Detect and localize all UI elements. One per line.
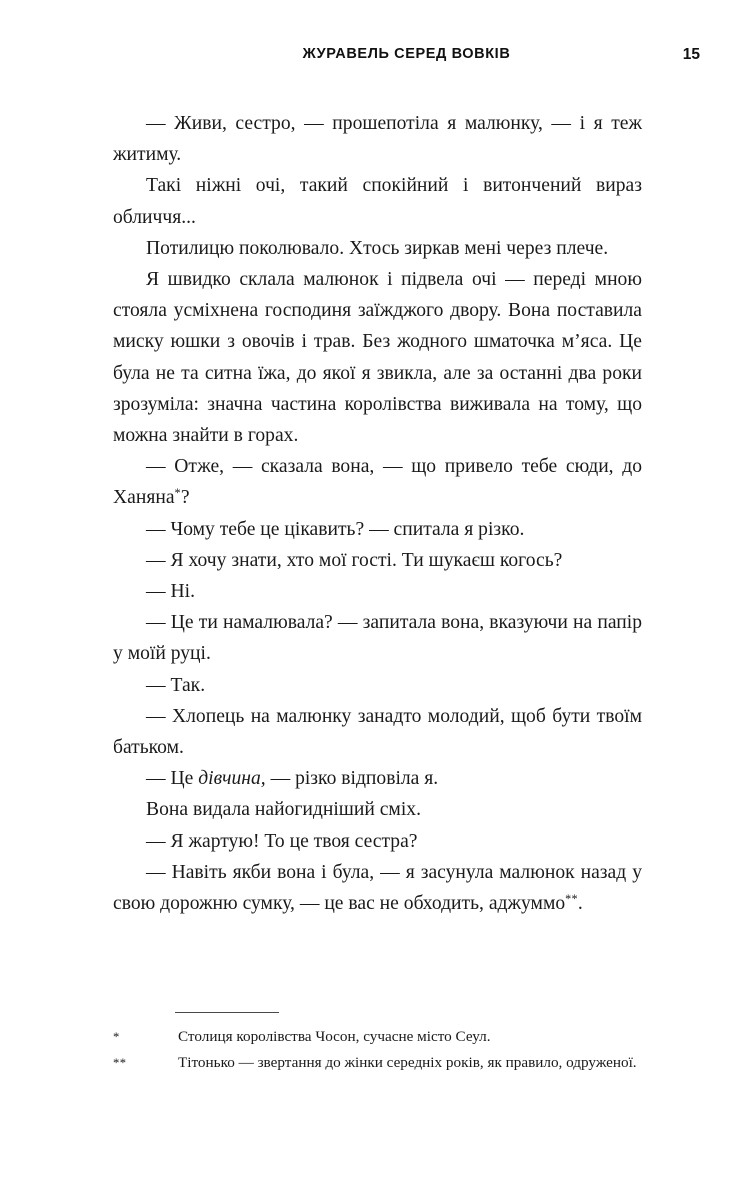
paragraph: Такі ніжні очі, такий спокійний і витончений вираз обличчя... [113,175,642,228]
page-number: 15 [682,46,700,63]
paragraph: — Хлопець на малюнку занадто молодий, щоб бути твоїм батьком. [113,705,642,759]
footnote-item [113,1025,642,1049]
paragraph: Вона видала найогидніший сміх. [146,799,421,821]
footnote-marker: ** [113,1056,127,1070]
footnote-ref-2[interactable]: ** [565,892,578,907]
paragraph-text: — Отже, — сказала вона, — що привело тебе сюди, до Ханяна [113,456,642,509]
paragraph: — Я хочу знати, хто мої гості. Ти шукаєш когось? [146,549,563,571]
paragraph-text-tail: — різко відповіла я. [265,768,439,790]
footnote-marker: * [113,1030,120,1044]
footnote-ref-1[interactable]: * [174,486,181,501]
paragraph: Я швидко склала малюнок і підвела очі — переді мною стояла усміхнена господиня заїжджого двору. Вона поставила миску юшки з овочів і трав. Без жодного шматочка м’яса. Це була не та ситна їжа, до якої я звикла, але за останні два роки зрозуміла: значна частина королівства виживала на тому, що можна знайти в горах. [113,269,642,447]
paragraph: Потилицю поколювало. Хтось зиркав мені через плече. [146,237,609,259]
paragraph: — Так. [146,674,206,696]
paragraph: — Живи, сестро, — прошепотіла я малюнку, — і я теж житиму. [113,113,642,166]
paragraph: — Чому тебе це цікавить? — спитала я різко. [146,518,525,540]
paragraph-with-footnote-ref [113,857,642,919]
running-head-title: ЖУРАВЕЛЬ СЕРЕД ВОВКІВ [302,46,511,62]
body-text-block [113,108,642,919]
paragraph: — Ні. [146,581,195,603]
paragraph-with-italic [113,763,642,794]
paragraph-text: — Навіть якби вона і була, — я засунула малюнок назад у свою дорожню сумку, — це вас не обходить, аджуммо [113,861,642,915]
footnotes-section [113,1012,642,1077]
paragraph-with-footnote-ref [113,451,642,513]
running-head [113,46,700,68]
paragraph-text-tail: . [577,893,583,915]
footnote-separator-rule [175,1012,279,1013]
footnote-item [113,1051,642,1075]
paragraph-text: — Це [146,768,199,790]
footnote-text: Столиця королівства Чосон, сучасне місто Сеул. [178,1028,491,1045]
paragraph: — Я жартую! То це твоя сестра? [146,830,418,852]
paragraph-text-tail: ? [180,487,190,509]
paragraph: — Це ти намалювала? — запитала вона, вказуючи на папір у моїй руці. [113,612,642,665]
footnote-text: Тітонько — звертання до жінки середніх років, як правило, одруженої. [178,1054,637,1071]
emphasis-text: дівчина, [198,768,266,790]
